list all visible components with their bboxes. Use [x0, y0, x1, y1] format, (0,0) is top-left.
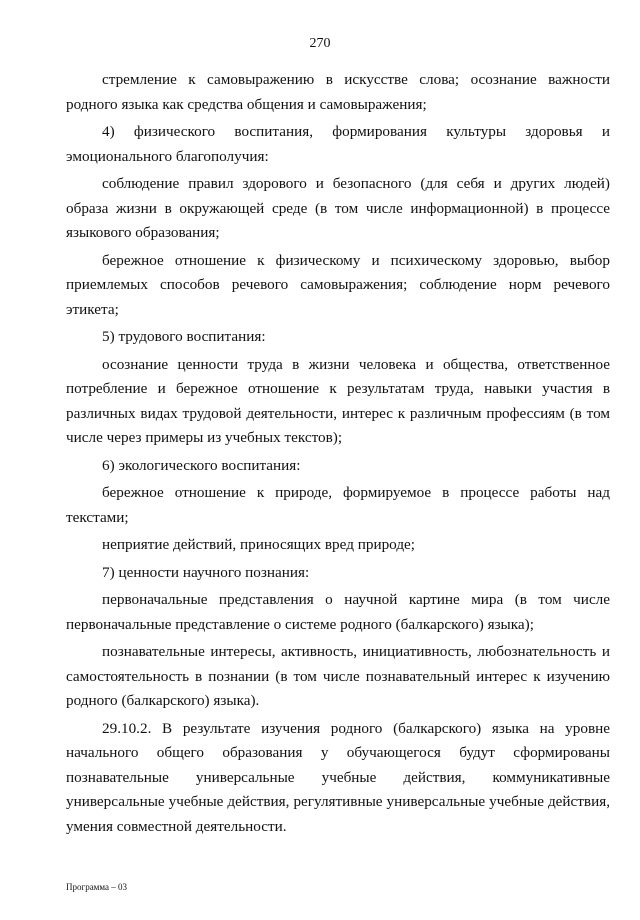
paragraph: 29.10.2. В результате изучения родного (балкарского) языка на уровне начального общего образования у обучающегося будут сформированы познавательные универсальные учебные действия, коммуникативные универсальные учебные действия, регулятивные универсальные учебные действия, умения совместной деятельности.	[66, 719, 610, 835]
paragraph: 4) физического воспитания, формирования культуры здоровья и эмоционального благополучия:	[66, 123, 610, 165]
paragraph: бережное отношение к природе, формируемое в процессе работы над текстами;	[66, 484, 610, 526]
paragraph: неприятие действий, приносящих вред природе;	[102, 536, 416, 553]
paragraph: 6) экологического воспитания:	[102, 456, 301, 474]
paragraph: осознание ценности труда в жизни человека и общества, ответственное потребление и бережное отношение к результатам труда, навыки участия в различных видах трудовой деятельности, интерес к различным профессиям (в том числе через примеры из учебных текстов);	[66, 355, 610, 446]
paragraph: познавательные интересы, активность, инициативность, любознательность и самостоятельность в познании (в том числе познавательный интерес к изучению родного (балкарского) языка).	[66, 643, 610, 709]
paragraph: 5) трудового воспитания:	[102, 328, 266, 345]
paragraph: 7) ценности научного познания:	[102, 563, 310, 581]
page-footer: Программа – 03	[66, 882, 128, 892]
paragraph: первоначальные представления о научной картине мира (в том числе первоначальные представление о системе родного (балкарского) языка);	[66, 591, 610, 633]
paragraph: соблюдение правил здорового и безопасного (для себя и других людей) образа жизни в окружающей среде (в том числе информационной) в процессе языкового образования;	[66, 175, 610, 241]
paragraph: стремление к самовыражению в искусстве слова; осознание важности родного языка как средства общения и самовыражения;	[66, 71, 610, 113]
page-number: 270	[309, 36, 331, 51]
paragraph: бережное отношение к физическому и психическому здоровью, выбор приемлемых способов речевого самовыражения; соблюдение норм речевого этикета;	[66, 251, 610, 318]
document-body	[66, 68, 610, 842]
